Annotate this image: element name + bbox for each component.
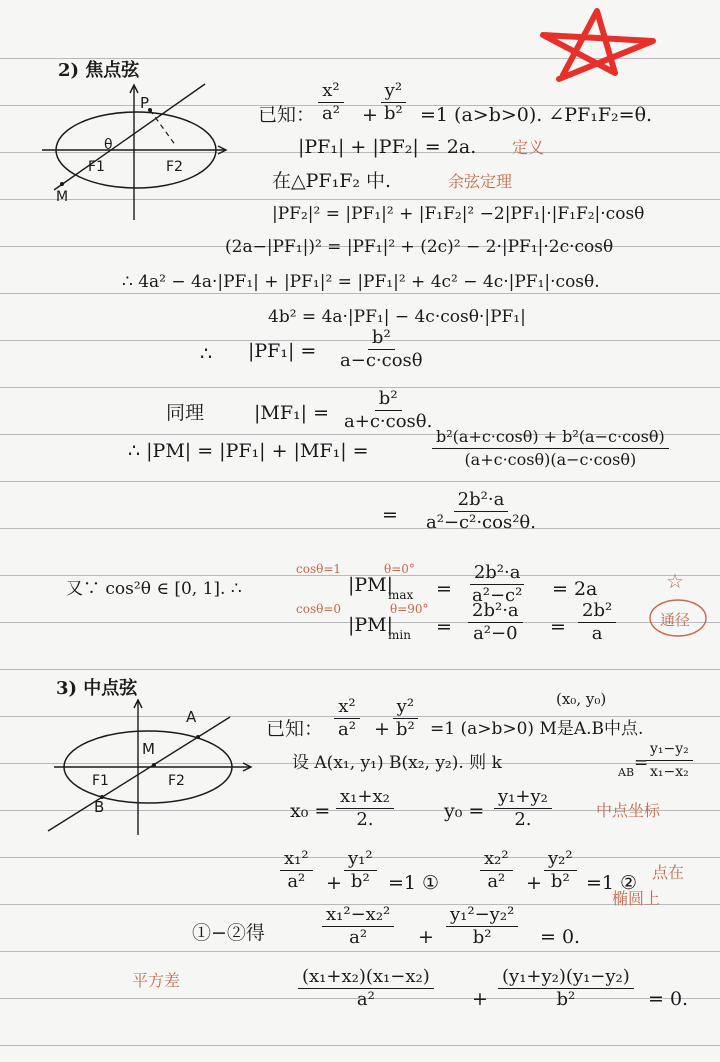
diff-y-term: $\frac{\text{y₁²−y₂²}}{\text{b²}}$ (446, 904, 518, 949)
section-2-title: 2) 焦点弦 (58, 60, 140, 81)
fig-label-p: P (140, 94, 150, 112)
x0-lhs: x₀ = (290, 800, 331, 822)
midpoint-chord-figure (40, 695, 260, 840)
max-subscript: max (388, 588, 414, 602)
eq2-plus: + (526, 872, 542, 894)
eq1-plus: + (326, 872, 342, 894)
fig-label-f1: F1 (88, 159, 105, 175)
same-reason: 同理 (166, 402, 205, 424)
set-points: 设 A(x₁, y₁) B(x₂, y₂). 则 k (292, 753, 502, 773)
fig-label-f2: F2 (166, 159, 183, 175)
note-cos-1: cosθ=1 (296, 562, 342, 576)
y0-lhs: y₀ = (444, 800, 485, 822)
pm-max: |PM| (348, 574, 394, 596)
law-line-1: |PF₂|² = |PF₁|² + |F₁F₂|² −2|PF₁|·|F₁F₂|·cosθ (272, 204, 645, 224)
pf1-fraction: $\frac{\text{b²}}{a-c\cdot\cos\theta}$ (340, 327, 423, 371)
ellipse-y-term: $\frac{\text{y²}}{\text{b²}}$ (380, 80, 407, 125)
y0-fraction: $\frac{\text{y₁+y₂}}{2.}$ (494, 786, 552, 831)
section-3-title: 3) 中点弦 (56, 678, 138, 699)
eq1-x-term: $\frac{\text{x₁²}}{\text{a²}}$ (280, 848, 313, 893)
pm-lhs: ∴ |PM| = |PF₁| + |MF₁| = (128, 440, 369, 462)
note-cos-0: cosθ=0 (296, 602, 342, 616)
definition-equation: |PF₁| + |PF₂| = 2a. (298, 136, 477, 158)
plus: + (362, 104, 378, 126)
square-diff-note: 平方差 (132, 971, 181, 990)
max-result: = 2a (552, 578, 598, 600)
given-label: 已知： (258, 104, 316, 126)
x0-fraction: $\frac{\text{x₁+x₂}}{2.}$ (336, 786, 394, 831)
diff-plus: + (418, 926, 434, 948)
slope-fraction: $\frac{\text{y₁−y₂}}{\text{x₁−x₂}}$ (646, 738, 693, 783)
in-triangle: 在△PF₁F₂ 中. (272, 170, 392, 192)
law-line-4: 4b² = 4a·|PF₁| − 4c·cosθ·|PF₁| (268, 307, 526, 327)
eq2-y-term: $\frac{\text{y₂²}}{\text{b²}}$ (544, 848, 577, 893)
cosine-law-note: 余弦定理 (448, 172, 513, 191)
ellipse-x-term: $\frac{\text{x²}}{\text{a²}}$ (318, 80, 344, 125)
min-fraction-2: $\frac{\text{2b²}}{a}$ (578, 600, 616, 645)
midpoint-note: 中点坐标 (596, 801, 661, 820)
ellipse-y-term-3: $\frac{\text{y²}}{\text{b²}}$ (392, 696, 419, 741)
fig-label-f2-3: F2 (168, 773, 185, 789)
fig-label-m: M (56, 189, 69, 205)
latus-note: 通径 (660, 611, 691, 629)
also-range: 又∵ cos²θ ∈ [0, 1]. ∴ (66, 579, 242, 599)
pm-simplified-fraction: $\frac{\text{2b²·a}}{\text{a²−c²·cos²θ.}}$ (426, 489, 536, 533)
definition-note: 定义 (512, 138, 545, 157)
fig-label-a: A (186, 708, 197, 726)
min-equals-2: = (550, 616, 566, 638)
law-line-3: ∴ 4a² − 4a·|PF₁| + |PF₁|² = |PF₁|² + 4c² − 4c·|PF₁|·cosθ. (122, 272, 600, 292)
note-theta-0: θ=0° (384, 562, 415, 576)
given-label-3: 已知： (266, 718, 324, 740)
min-equals: = (436, 616, 452, 638)
mf1-lhs: |MF₁| = (254, 402, 330, 424)
law-line-2: (2a−|PF₁|)² = |PF₁|² + (2c)² − 2·|PF₁|·2c·cosθ (225, 237, 614, 257)
on-ellipse-note-1: 点在 (652, 863, 685, 882)
factored-y-term: $\frac{\text{(y₁+y₂)(y₁−y₂)}}{\text{b²}}$ (498, 966, 634, 1011)
small-star-icon: ☆ (666, 569, 684, 593)
pm-min: |PM| (348, 614, 394, 636)
kab-subscript: AB (618, 766, 635, 779)
eq1-y-term: $\frac{\text{y₁²}}{\text{b²}}$ (344, 848, 377, 893)
factored-x-term: $\frac{\text{(x₁+x₂)(x₁−x₂)}}{\text{a²}}$ (298, 966, 434, 1011)
max-equals: = (436, 578, 452, 600)
eq1-tail: =1 ① (388, 872, 440, 894)
eq2-x-term: $\frac{\text{x₂²}}{\text{a²}}$ (480, 848, 513, 893)
given-tail-3: =1 (a>b>0) M是A.B中点. (430, 719, 644, 739)
max-fraction: $\frac{\text{2b²·a}}{\text{a²−c²}}$ (468, 562, 526, 607)
point-note: (x₀, y₀) (556, 690, 607, 708)
note-theta-90: θ=90° (390, 602, 429, 616)
on-ellipse-note-2: 椭圆上 (612, 889, 661, 908)
diff-tail: = 0. (540, 926, 581, 948)
fig-label-b: B (94, 798, 105, 816)
eq2-tail: =1 ② (586, 872, 638, 894)
min-subscript: min (388, 628, 411, 642)
fig-label-theta: θ (104, 137, 113, 153)
factored-tail: = 0. (648, 988, 689, 1010)
therefore-symbol: ∴ (200, 343, 213, 365)
plus-3: + (374, 718, 390, 740)
ellipse-x-term-3: $\frac{\text{x²}}{\text{a²}}$ (334, 696, 360, 741)
fig-label-f1-3: F1 (92, 773, 109, 789)
pf1-lhs: |PF₁| = (248, 340, 317, 362)
min-fraction: $\frac{\text{2b²·a}}{\text{a²−0}}$ (468, 600, 523, 645)
pm-fraction: $\frac{\text{b²(a+c·cosθ) + b²(a−c·cosθ)}}{(a+c\cdot\cos\theta)(a-c\cdot\cos\theta)}$ (432, 426, 669, 471)
diff-x-term: $\frac{\text{x₁²−x₂²}}{\text{a²}}$ (322, 904, 394, 949)
subtract-label: ①−②得 (192, 922, 265, 944)
fig-label-m3: M (142, 740, 155, 758)
red-star-icon (535, 5, 660, 85)
mf1-fraction: $\frac{\text{b²}}{a+c\cdot\cos\theta.}$ (344, 388, 433, 432)
kab-equals: = (634, 753, 649, 773)
given-tail: =1 (a>b>0). ∠PF₁F₂=θ. (420, 104, 653, 126)
equals: = (382, 504, 398, 526)
factored-plus: + (472, 988, 488, 1010)
